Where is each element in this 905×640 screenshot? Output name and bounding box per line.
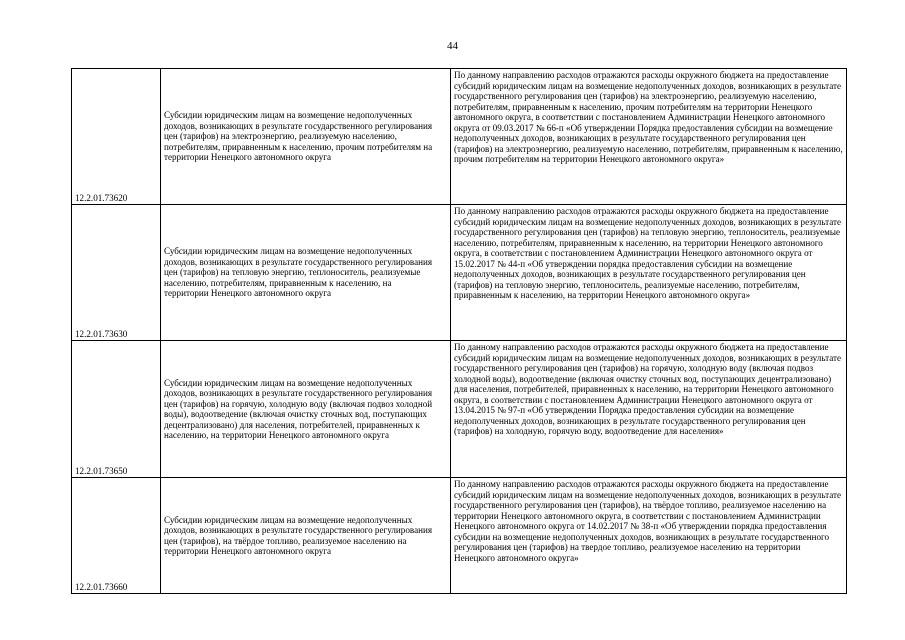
expense-name-cell xyxy=(161,341,451,478)
expense-description: По данному направлению расходов отражаются расходы окружного бюджета на предоставление субсидий юридическим лицам на возмещение недополученных доходов, возникающих в результате государственного регулирования цен (тарифов), на твёрдое топливо, реализуемое населению на территории Ненецкого автономного округа, в соответствии с постановлением Администрации Ненецкого автономного округа от 14.02.2017 № 38-п «Об утверждении порядка предоставления субсидии на возмещение недополученных доходов, возникающих в результате государственного регулирования цен (тарифов) на твердое топливо, реализуемое населению на территории Ненецкого автономного округа» xyxy=(451,478,847,594)
expense-description: По данному направлению расходов отражаются расходы окружного бюджета на предоставление субсидий юридическим лицам на возмещение недополученных доходов, возникающих в результате государственного регулирования цен (тарифов) на электроэнергию, реализуемую населению, потребителям, приравненным к населению, прочим потребителям на территории Ненецкого автономного округа, в соответствии с постановлением Администрации Ненецкого автономного округа от 09.03.2017 № 66-п «Об утверждении Порядка предоставления субсидии на возмещение недополученных доходов, возникающих в результате государственного регулирования цен (тарифов) на электроэнергию, реализуемую населению, потребителям, приравненным к населению, прочим потребителям на территории Ненецкого автономного округа» xyxy=(451,69,847,205)
expense-name: Субсидии юридическим лицам на возмещение недополученных доходов, возникающих в результате государственного регулирования цен (тарифов) на электроэнергию, реализуемую населению, потребителям, приравненным к населению, прочим потребителям на территории Ненецкого автономного округа xyxy=(164,110,433,163)
table-row xyxy=(72,69,847,205)
expense-name-cell xyxy=(161,478,451,594)
expense-name: Субсидии юридическим лицам на возмещение недополученных доходов, возникающих в результате государственного регулирования цен (тарифов) на горячую, холодную воду (включая подвоз холодной воды), водоотведение (включая очистку сточных вод, поступающих децентрализовано) для населения, потребителей, приравненных к населению, на территории Ненецкого автономного округа xyxy=(164,377,433,440)
table-row xyxy=(72,205,847,341)
expense-name-cell xyxy=(161,69,451,205)
expense-code: 12.2.01.73630 xyxy=(72,205,161,341)
expense-description: По данному направлению расходов отражаются расходы окружного бюджета на предоставление субсидий юридическим лицам на возмещение недополученных доходов, возникающих в результате государственного регулирования цен (тарифов) на тепловую энергию, теплоноситель, реализуемые населению, потребителям, приравненным к населению, на территории Ненецкого автономного округа, в соответствии с постановлением Администрации Ненецкого автономного округа от 15.02.2017 № 44-п «Об утверждении порядка предоставления субсидии на возмещение недополученных доходов, возникающих в результате государственного регулирования цен (тарифов) на тепловую энергию, теплоноситель, реализуемые населению, потребителям, приравненным к населению, на территории Ненецкого автономного округа» xyxy=(451,205,847,341)
table-row xyxy=(72,341,847,478)
expense-code: 12.2.01.73660 xyxy=(72,478,161,594)
expense-code: 12.2.01.73650 xyxy=(72,341,161,478)
expense-name: Субсидии юридическим лицам на возмещение недополученных доходов, возникающих в результате государственного регулирования цен (тарифов) на тепловую энергию, теплоноситель, реализуемые населению, потребителям, приравненным к населению, на территории Ненецкого автономного округа xyxy=(164,246,433,299)
expense-name-cell xyxy=(161,205,451,341)
expense-codes-table xyxy=(71,68,847,594)
expense-description: По данному направлению расходов отражаются расходы окружного бюджета на предоставление субсидий юридическим лицам на возмещение недополученных доходов, возникающих в результате государственного регулирования цен (тарифов) на горячую, холодную воду (включая подвоз холодной воды), водоотведение (включая очистку сточных вод, поступающих децентрализовано) для населения, потребителей, приравненных к населению, на территории Ненецкого автономного округа, в соответствии с постановлением Администрации Ненецкого автономного округа от 13.04.2015 № 97-п «Об утверждении Порядка предоставления субсидии на возмещение недополученных доходов, возникающих в результате государственного регулирования цен (тарифов) на холодную, горячую воду, водоотведение для населения» xyxy=(451,341,847,478)
expense-name: Субсидии юридическим лицам на возмещение недополученных доходов, возникающих в результате государственного регулирования цен (тарифов), на твёрдое топливо, реализуемое населению на территории Ненецкого автономного округа xyxy=(164,514,433,556)
expense-code: 12.2.01.73620 xyxy=(72,69,161,205)
table-row xyxy=(72,478,847,594)
page-number: 44 xyxy=(447,40,458,52)
